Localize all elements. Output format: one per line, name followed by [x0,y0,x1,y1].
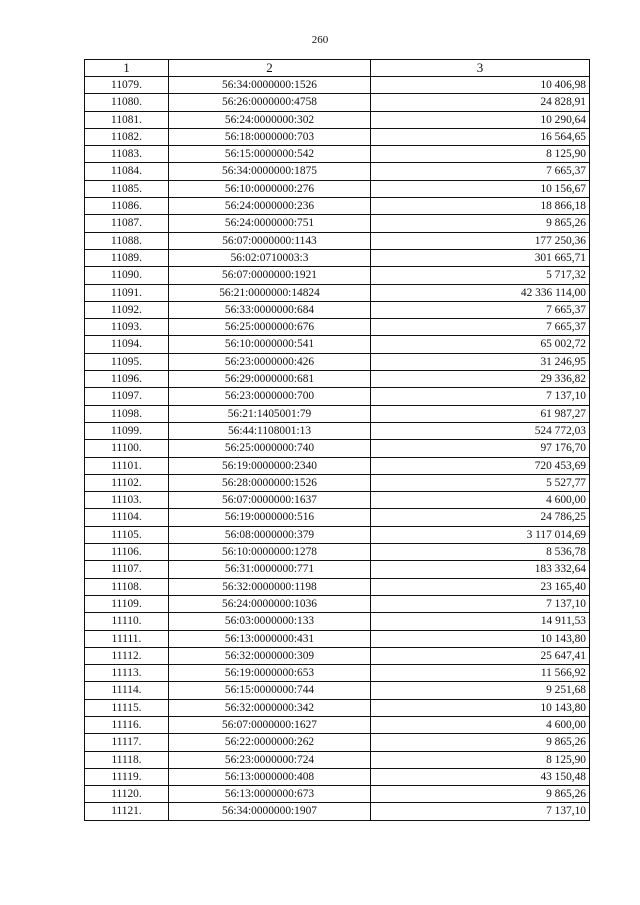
value-cell: 10 143,80 [371,630,590,647]
row-number-cell: 11121. [85,803,169,820]
row-number-cell: 11108. [85,578,169,595]
row-number-cell: 11120. [85,786,169,803]
cadastral-number-cell: 56:24:0000000:1036 [169,595,371,612]
table-row [85,284,590,301]
value-cell: 24 828,91 [371,94,590,111]
column-header-2: 2 [169,60,371,77]
value-cell: 18 866,18 [371,198,590,215]
table-row [85,786,590,803]
row-number-cell: 11083. [85,146,169,163]
column-header-1: 1 [85,60,169,77]
table-row [85,249,590,266]
row-number-cell: 11112. [85,647,169,664]
table-row [85,215,590,232]
cadastral-number-cell: 56:21:0000000:14824 [169,284,371,301]
cadastral-number-cell: 56:24:0000000:236 [169,198,371,215]
table-row [85,94,590,111]
row-number-cell: 11117. [85,734,169,751]
table-row [85,734,590,751]
cadastral-number-cell: 56:18:0000000:703 [169,128,371,145]
cadastral-number-cell: 56:44:1108001:13 [169,422,371,439]
table-row [85,630,590,647]
value-cell: 10 290,64 [371,111,590,128]
value-cell: 177 250,36 [371,232,590,249]
table-body [85,77,590,821]
row-number-cell: 11101. [85,457,169,474]
cadastral-number-cell: 56:07:0000000:1637 [169,492,371,509]
row-number-cell: 11104. [85,509,169,526]
cadastral-number-cell: 56:24:0000000:751 [169,215,371,232]
cadastral-number-cell: 56:26:0000000:4758 [169,94,371,111]
value-cell: 7 665,37 [371,319,590,336]
row-number-cell: 11102. [85,474,169,491]
value-cell: 524 772,03 [371,422,590,439]
table-row [85,492,590,509]
row-number-cell: 11086. [85,198,169,215]
table-row [85,647,590,664]
table-row [85,301,590,318]
table-row [85,509,590,526]
value-cell: 31 246,95 [371,353,590,370]
cadastral-number-cell: 56:22:0000000:262 [169,734,371,751]
row-number-cell: 11100. [85,440,169,457]
value-cell: 29 336,82 [371,371,590,388]
table-row [85,578,590,595]
row-number-cell: 11079. [85,77,169,94]
table-row [85,371,590,388]
value-cell: 5 527,77 [371,474,590,491]
table-row [85,319,590,336]
value-cell: 7 665,37 [371,301,590,318]
cadastral-number-cell: 56:07:0000000:1627 [169,716,371,733]
registry-table [84,59,590,821]
cadastral-number-cell: 56:25:0000000:740 [169,440,371,457]
table-row [85,405,590,422]
table-row [85,440,590,457]
row-number-cell: 11118. [85,751,169,768]
cadastral-number-cell: 56:31:0000000:771 [169,561,371,578]
row-number-cell: 11105. [85,526,169,543]
cadastral-number-cell: 56:19:0000000:653 [169,665,371,682]
cadastral-number-cell: 56:34:0000000:1526 [169,77,371,94]
table-row [85,422,590,439]
value-cell: 43 150,48 [371,768,590,785]
table-row [85,474,590,491]
row-number-cell: 11093. [85,319,169,336]
cadastral-number-cell: 56:08:0000000:379 [169,526,371,543]
table-row [85,111,590,128]
value-cell: 9 251,68 [371,682,590,699]
table-row [85,457,590,474]
value-cell: 11 566,92 [371,665,590,682]
value-cell: 7 137,10 [371,595,590,612]
table-row [85,561,590,578]
row-number-cell: 11111. [85,630,169,647]
value-cell: 23 165,40 [371,578,590,595]
table-row [85,526,590,543]
row-number-cell: 11085. [85,180,169,197]
cadastral-number-cell: 56:13:0000000:673 [169,786,371,803]
cadastral-number-cell: 56:24:0000000:302 [169,111,371,128]
table-header-row [85,60,590,77]
value-cell: 9 865,26 [371,215,590,232]
cadastral-number-cell: 56:13:0000000:431 [169,630,371,647]
cadastral-number-cell: 56:34:0000000:1907 [169,803,371,820]
table-row [85,595,590,612]
row-number-cell: 11096. [85,371,169,388]
value-cell: 10 406,98 [371,77,590,94]
value-cell: 4 600,00 [371,492,590,509]
cadastral-number-cell: 56:10:0000000:541 [169,336,371,353]
cadastral-number-cell: 56:23:0000000:426 [169,353,371,370]
row-number-cell: 11092. [85,301,169,318]
value-cell: 301 665,71 [371,249,590,266]
table-row [85,267,590,284]
cadastral-number-cell: 56:03:0000000:133 [169,613,371,630]
row-number-cell: 11081. [85,111,169,128]
table-row [85,128,590,145]
table-row [85,198,590,215]
table-row [85,232,590,249]
cadastral-number-cell: 56:23:0000000:700 [169,388,371,405]
row-number-cell: 11087. [85,215,169,232]
table-row [85,613,590,630]
row-number-cell: 11082. [85,128,169,145]
value-cell: 8 536,78 [371,544,590,561]
row-number-cell: 11090. [85,267,169,284]
value-cell: 16 564,65 [371,128,590,145]
value-cell: 9 865,26 [371,734,590,751]
table-row [85,146,590,163]
cadastral-number-cell: 56:25:0000000:676 [169,319,371,336]
row-number-cell: 11098. [85,405,169,422]
table-row [85,353,590,370]
row-number-cell: 11095. [85,353,169,370]
cadastral-number-cell: 56:19:0000000:2340 [169,457,371,474]
cadastral-number-cell: 56:15:0000000:542 [169,146,371,163]
value-cell: 25 647,41 [371,647,590,664]
cadastral-number-cell: 56:32:0000000:1198 [169,578,371,595]
cadastral-number-cell: 56:07:0000000:1143 [169,232,371,249]
table-row [85,77,590,94]
row-number-cell: 11099. [85,422,169,439]
cadastral-number-cell: 56:21:1405001:79 [169,405,371,422]
row-number-cell: 11089. [85,249,169,266]
value-cell: 10 143,80 [371,699,590,716]
value-cell: 5 717,32 [371,267,590,284]
value-cell: 8 125,90 [371,751,590,768]
table-row [85,803,590,820]
cadastral-number-cell: 56:02:0710003:3 [169,249,371,266]
row-number-cell: 11103. [85,492,169,509]
row-number-cell: 11115. [85,699,169,716]
row-number-cell: 11109. [85,595,169,612]
row-number-cell: 11088. [85,232,169,249]
row-number-cell: 11119. [85,768,169,785]
table-row [85,699,590,716]
value-cell: 42 336 114,00 [371,284,590,301]
value-cell: 97 176,70 [371,440,590,457]
cadastral-number-cell: 56:23:0000000:724 [169,751,371,768]
cadastral-number-cell: 56:07:0000000:1921 [169,267,371,284]
page-number: 260 [311,34,329,46]
value-cell: 7 137,10 [371,388,590,405]
cadastral-number-cell: 56:28:0000000:1526 [169,474,371,491]
table-row [85,336,590,353]
value-cell: 24 786,25 [371,509,590,526]
value-cell: 10 156,67 [371,180,590,197]
cadastral-number-cell: 56:32:0000000:342 [169,699,371,716]
table-row [85,768,590,785]
value-cell: 4 600,00 [371,716,590,733]
row-number-cell: 11107. [85,561,169,578]
cadastral-number-cell: 56:33:0000000:684 [169,301,371,318]
table-row [85,665,590,682]
row-number-cell: 11106. [85,544,169,561]
cadastral-number-cell: 56:10:0000000:276 [169,180,371,197]
row-number-cell: 11114. [85,682,169,699]
table-row [85,180,590,197]
cadastral-number-cell: 56:13:0000000:408 [169,768,371,785]
row-number-cell: 11110. [85,613,169,630]
value-cell: 61 987,27 [371,405,590,422]
table-row [85,682,590,699]
cadastral-number-cell: 56:34:0000000:1875 [169,163,371,180]
value-cell: 8 125,90 [371,146,590,163]
row-number-cell: 11080. [85,94,169,111]
value-cell: 720 453,69 [371,457,590,474]
row-number-cell: 11091. [85,284,169,301]
value-cell: 9 865,26 [371,786,590,803]
table-row [85,388,590,405]
row-number-cell: 11094. [85,336,169,353]
cadastral-number-cell: 56:29:0000000:681 [169,371,371,388]
cadastral-number-cell: 56:15:0000000:744 [169,682,371,699]
row-number-cell: 11113. [85,665,169,682]
column-header-3: 3 [371,60,590,77]
row-number-cell: 11116. [85,716,169,733]
table-row [85,751,590,768]
value-cell: 183 332,64 [371,561,590,578]
value-cell: 14 911,53 [371,613,590,630]
value-cell: 7 137,10 [371,803,590,820]
cadastral-number-cell: 56:32:0000000:309 [169,647,371,664]
value-cell: 3 117 014,69 [371,526,590,543]
row-number-cell: 11097. [85,388,169,405]
row-number-cell: 11084. [85,163,169,180]
cadastral-number-cell: 56:10:0000000:1278 [169,544,371,561]
cadastral-number-cell: 56:19:0000000:516 [169,509,371,526]
value-cell: 65 002,72 [371,336,590,353]
table-row [85,544,590,561]
table-row [85,163,590,180]
value-cell: 7 665,37 [371,163,590,180]
table-row [85,716,590,733]
